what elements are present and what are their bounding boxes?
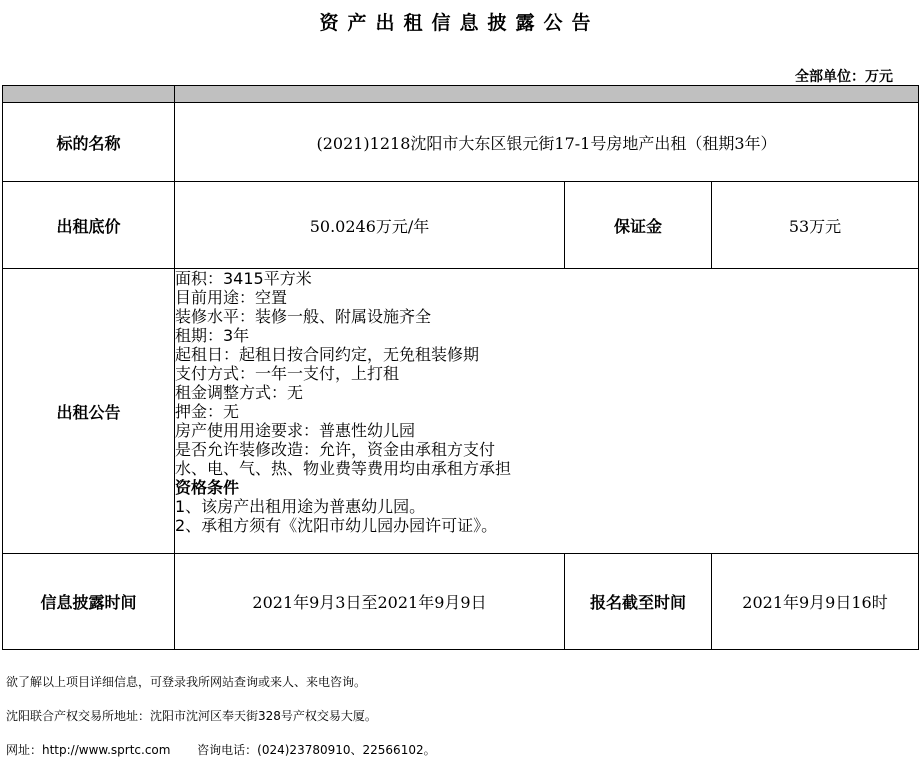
notice-row (3, 269, 919, 554)
footer-info (6, 657, 436, 776)
notice-line: 起租日：起租日按合同约定，无免租装修期 (175, 345, 480, 364)
timing-row (3, 554, 919, 650)
footer-contact: 网址：http://www.sprtc.com 咨询电话：(024)23780910、22566102。 (6, 743, 436, 757)
header-cell-2 (175, 86, 919, 103)
deadline-label: 报名截至时间 (565, 554, 712, 650)
notice-line: 支付方式：一年一支付，上打租 (175, 364, 400, 383)
deposit-value: 53万元 (712, 182, 919, 269)
qualification-line: 1、该房产出租用途为普惠幼儿园。 (175, 497, 426, 516)
notice-content (175, 269, 919, 554)
table-header-row (3, 86, 919, 103)
deposit-label: 保证金 (565, 182, 712, 269)
header-cell-1 (3, 86, 175, 103)
qualification-heading: 资格条件 (175, 478, 240, 497)
target-value: (2021)1218沈阳市大东区银元街17-1号房地产出租（租期3年） (175, 103, 919, 182)
deadline-value: 2021年9月9日16时 (712, 554, 919, 650)
page-title: 资产出租信息披露公告 (319, 12, 600, 34)
notice-line: 是否允许装修改造：允许，资金由承租方支付 (175, 440, 496, 459)
footer-line: 欲了解以上项目详细信息，可登录我所网站查询或来人、来电咨询。 (6, 675, 367, 689)
qualification-line: 2、承租方须有《沈阳市幼儿园办园许可证》。 (175, 516, 498, 535)
notice-line: 装修水平：装修一般、附属设施齐全 (175, 307, 432, 326)
target-label: 标的名称 (3, 103, 175, 182)
price-row (3, 182, 919, 269)
notice-line: 水、电、气、热、物业费等费用均由承租方承担 (175, 459, 512, 478)
price-value: 50.0246万元/年 (175, 182, 565, 269)
unit-label: 全部单位：万元 (795, 69, 893, 85)
notice-line: 租金调整方式：无 (175, 383, 304, 402)
disclosure-time-value: 2021年9月3日至2021年9月9日 (175, 554, 565, 650)
notice-label: 出租公告 (3, 269, 175, 554)
notice-line: 面积：3415平方米 (175, 269, 312, 288)
disclosure-table (2, 85, 919, 650)
target-row (3, 103, 919, 182)
disclosure-time-label: 信息披露时间 (3, 554, 175, 650)
price-label: 出租底价 (3, 182, 175, 269)
notice-line: 租期：3年 (175, 326, 250, 345)
notice-line: 房产使用用途要求：普惠性幼儿园 (175, 421, 416, 440)
footer-address: 沈阳联合产权交易所地址：沈阳市沈河区奉天街328号产权交易大厦。 (6, 709, 377, 723)
notice-line: 目前用途：空置 (175, 288, 288, 307)
notice-line: 押金：无 (175, 402, 240, 421)
